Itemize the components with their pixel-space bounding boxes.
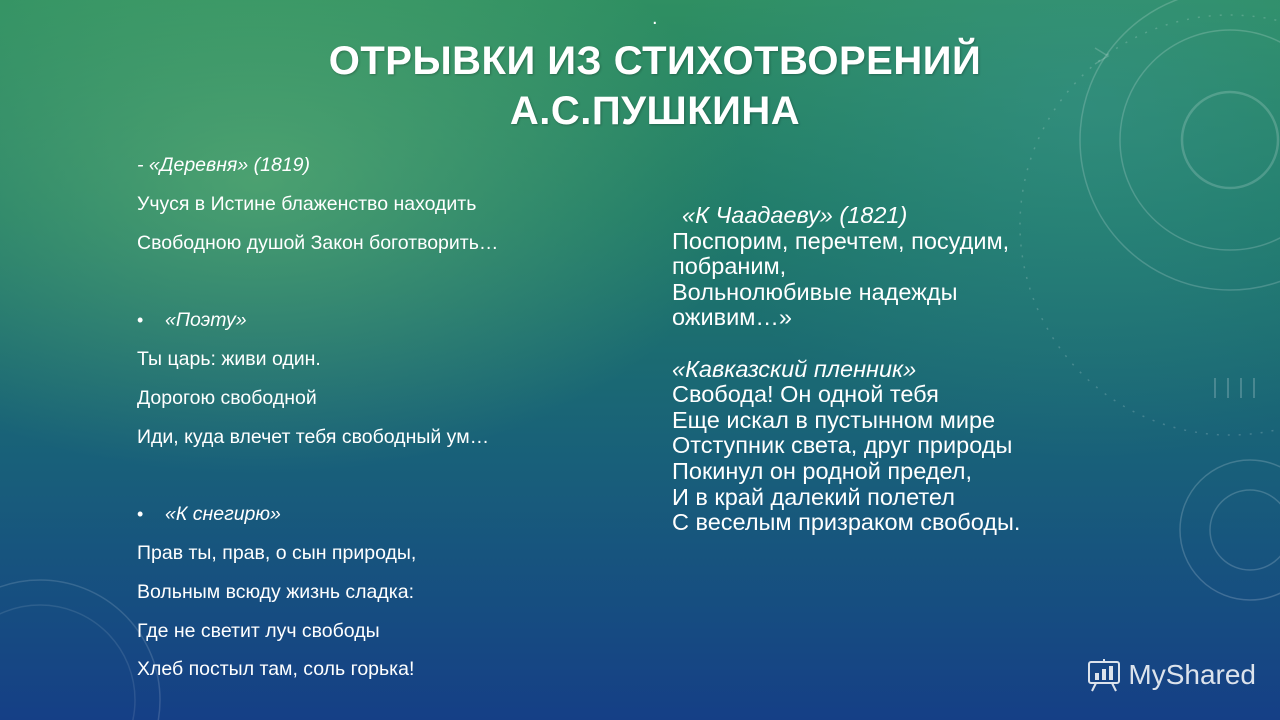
poem-line: Свобода! Он одной тебя [672,381,939,408]
poem-line: оживим…» [672,304,792,331]
left-column [137,146,637,689]
poem-line: Прав ты, прав, о сын природы, [137,541,417,564]
poem-line: побраним, [672,253,787,280]
title-dot: . [652,7,658,29]
myshared-watermark[interactable] [1086,658,1256,692]
poem-line: И в край далекий полетел [672,483,955,510]
poem-line: Свободною душой Закон боготворить… [137,231,499,254]
poem-title-kavkazskiy-plennik: «Кавказский пленник» [672,355,917,382]
bullet-item-snegiryu [137,495,637,534]
watermark-text: MyShared [1128,659,1256,690]
poem-line: Иди, куда влечет тебя свободный ум… [137,425,490,448]
right-column [672,203,1122,536]
poem-title-derevnya: - «Деревня» (1819) [137,154,310,176]
poem-line: Еще искал в пустынном мире [672,406,996,433]
poem-line: Учуся в Истине блаженство находить [137,192,477,215]
poem-line: Вольным всюду жизнь сладка: [137,580,414,603]
title-line-1: ОТРЫВКИ ИЗ СТИХОТВОРЕНИЙ [328,39,982,83]
poem-line: Отступник света, друг природы [672,432,1013,459]
presentation-board-icon [1086,658,1122,692]
poem-line: Ты царь: живи один. [137,347,321,370]
title-line-2: А.С.ПУШКИНА [509,89,801,133]
poem-title-snegiryu: «К снегирю» [165,503,281,526]
poem-line: Вольнолюбивые надежды [672,278,958,305]
poem-line: С веселым призраком свободы. [672,509,1021,536]
poem-line: Дорогою свободной [137,386,317,409]
poem-line: Где не светит луч свободы [137,619,380,642]
bullet-icon: • [137,504,144,525]
poem-line: Хлеб постыл там, соль горька! [137,658,415,681]
bullet-icon: • [137,310,144,331]
bullet-item-poetu [137,301,637,340]
poem-line: Покинул он родной предел, [672,457,973,484]
slide-title [250,36,1060,136]
poem-title-chaadaevu: «К Чаадаеву» (1821) [682,202,908,228]
poem-line: Поспорим, перечтем, посудим, [672,227,1010,254]
poem-title-poetu: «Поэту» [165,309,247,332]
